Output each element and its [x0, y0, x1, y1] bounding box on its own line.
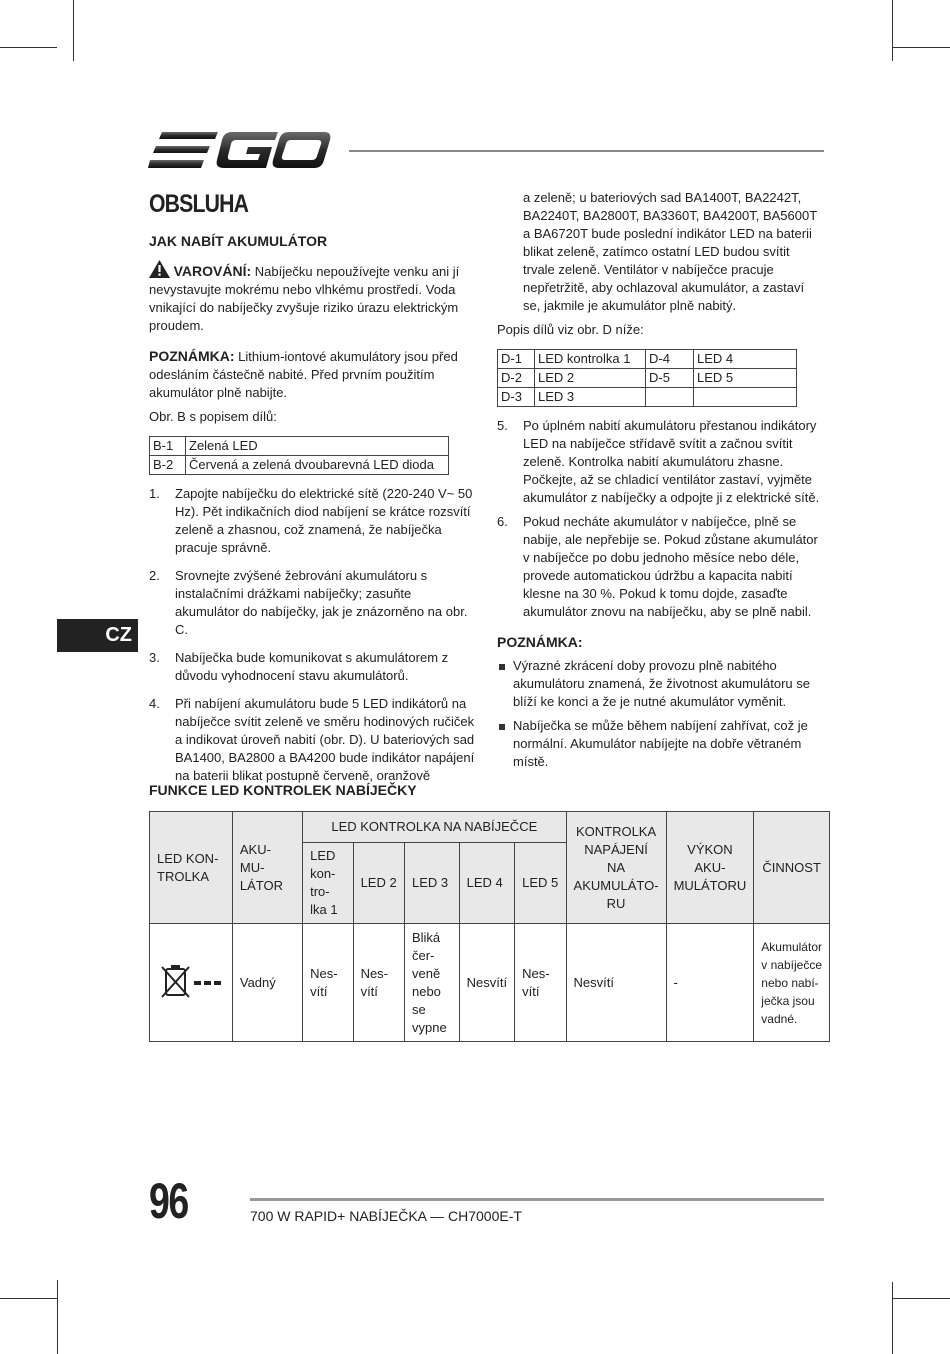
list-item: [149, 567, 477, 639]
crop-mark: [0, 1298, 57, 1299]
crop-mark: [73, 0, 74, 61]
step-number: 2.: [149, 568, 160, 583]
crop-mark: [892, 0, 893, 61]
crop-mark: [892, 1298, 950, 1299]
note-heading: POZNÁMKA:: [497, 634, 583, 650]
step-number: 4.: [149, 696, 160, 711]
language-tab: CZ: [57, 619, 138, 652]
part-name: LED kontrolka 1: [535, 350, 646, 369]
table-header-row: [150, 812, 830, 843]
col-header: LED 3: [404, 843, 459, 924]
footer-rule: [250, 1198, 824, 1201]
part-name: [694, 388, 797, 407]
continued-text: a zeleně; u bateriových sad BA1400T, BA2242T, BA2240T, BA2800T, BA3360T, BA4200T, BA5600T a BA6720T bude poslední indikátor LED na baterii blikat zeleně, zatímco ostatní LED budou svítit trvale zeleně. Ventilátor v nabíječce pracuje nepřetržitě, aby ochlazoval akumulátor, a zastaví se, jakmile je akumulátor plně nabitý.: [523, 190, 817, 313]
part-code: [646, 388, 694, 407]
table-row: [498, 369, 797, 388]
cell: Nesvítí: [459, 924, 514, 1042]
col-header: LED 4: [459, 843, 514, 924]
part-code: D-3: [498, 388, 535, 407]
parts-d-table: [497, 349, 797, 407]
step-text: Zapojte nabíječku do elektrické sítě (220-240 V~ 50 Hz). Pět indikačních diod nabíjení se krátce rozsvítí zeleně a zhasnou, což znamená, že nabíječka pracuje správně.: [175, 486, 473, 555]
steps-list-left: [149, 485, 477, 785]
list-item: Výrazné zkrácení doby provozu plně nabitého akumulátoru znamená, že životnost akumulátoru se blíží ke konci a že je nutné akumulátor vyměnit.: [497, 657, 825, 711]
part-name: LED 2: [535, 369, 646, 388]
page-number: 96: [149, 1173, 188, 1229]
note-text: Lithium-iontové akumulátory jsou před odesláním částečně nabité. Před prvním použitím akumulátor plně nabijte.: [149, 349, 458, 400]
cell: Akumulátor v nabíječce nebo nabí-ječka jsou vadné.: [754, 924, 830, 1042]
crop-mark: [892, 1282, 893, 1354]
step-number: 1.: [149, 486, 160, 501]
col-group-header: LED KONTROLKA NA NABÍJEČCE: [303, 812, 566, 843]
part-code: D-4: [646, 350, 694, 369]
part-code: D-2: [498, 369, 535, 388]
warning-text: Nabíječku nepoužívejte venku ani jí nevystavujte mokrému nebo vlhkému prostředí. Voda vnikající do nabíječky zvyšuje riziko úrazu elektrickým proudem.: [149, 264, 460, 333]
cell: Nes-vítí: [515, 924, 566, 1042]
footer-text: 700 W RAPID+ NABÍJEČKA — CH7000E-T: [250, 1208, 522, 1224]
part-code: B-2: [150, 456, 186, 475]
list-item: [149, 485, 477, 557]
step-number: 6.: [497, 514, 508, 529]
cell: Nes-vítí: [353, 924, 404, 1042]
left-column: [149, 232, 477, 785]
section-title: OBSLUHA: [149, 190, 249, 218]
crop-mark: [57, 1282, 58, 1354]
crop-mark: [0, 47, 57, 48]
right-column: [497, 189, 825, 777]
warning-paragraph: [149, 260, 477, 335]
cell: Nes-vítí: [303, 924, 353, 1042]
led-function-table: [149, 811, 830, 1042]
part-name: Červená a zelená dvoubarevná LED dioda: [186, 456, 449, 475]
warning-icon: [149, 264, 174, 279]
table-row: [150, 437, 449, 456]
header-rule: [349, 150, 824, 152]
table-row: [498, 388, 797, 407]
table-row: [498, 350, 797, 369]
step-number: 5.: [497, 418, 508, 433]
step-number: 3.: [149, 650, 160, 665]
parts-b-table: [149, 436, 449, 475]
battery-fault-icon: [150, 924, 233, 1042]
step-text: Pokud necháte akumulátor v nabíječce, plně se nabije, ale nepřebije se. Pokud zůstane akumulátor v nabíječce po dobu jednoho měsíce nebo déle, provede automatickou údržbu a kapacita nabití klesne na 30 %. Pokud k tomu dojde, zasaďte akumulátor znovu na nabíječku, aby se plně nabil.: [523, 514, 818, 619]
part-name: Zelená LED: [186, 437, 449, 456]
part-name: LED 3: [535, 388, 646, 407]
steps-list-right: [497, 417, 825, 621]
crop-mark: [57, 1280, 58, 1282]
step-text: Při nabíjení akumulátoru bude 5 LED indikátorů na nabíječce svítit zeleně ve směru hodinových ručiček a indikovat úroveň nabití (obr. D). U bateriových sad BA1400, BA2800 a BA4200 bude indikátor napájení na baterii blikat postupně červeně, oranžově: [175, 696, 475, 783]
cell: -: [666, 924, 754, 1042]
fig-b-caption: Obr. B s popisem dílů:: [149, 409, 277, 424]
col-header: LED KON-TROLKA: [150, 812, 233, 924]
part-code: D-5: [646, 369, 694, 388]
col-header: VÝKON AKU-MULÁTORU: [666, 812, 754, 924]
crop-mark: [892, 47, 950, 48]
part-code: B-1: [150, 437, 186, 456]
table-row: [150, 456, 449, 475]
note-paragraph: [149, 347, 477, 402]
part-name: LED 4: [694, 350, 797, 369]
step-text: Nabíječka bude komunikovat s akumulátorem z důvodu vyhodnocení stavu akumulátorů.: [175, 650, 449, 683]
cell: Nesvítí: [566, 924, 666, 1042]
part-code: D-1: [498, 350, 535, 369]
note-label: POZNÁMKA:: [149, 348, 235, 364]
col-header: LED 2: [353, 843, 404, 924]
part-name: LED 5: [694, 369, 797, 388]
cell: Vadný: [232, 924, 302, 1042]
col-header: LED kon-tro-lka 1: [303, 843, 353, 924]
step-text: Po úplném nabití akumulátoru přestanou indikátory LED na nabíječce střídavě svítit a začnou svítit zeleně. Kontrolka nabití akumulátoru zhasne. Počkejte, až se chladicí ventilátor zastaví, vyjměte akumulátor z nabíječky a odpojte ji z elektrické sítě.: [523, 418, 820, 505]
col-header: LED 5: [515, 843, 566, 924]
list-item: Nabíječka se může během nabíjení zahřívat, což je normální. Akumulátor nabíjejte na dobře větraném místě.: [497, 717, 825, 771]
fig-d-caption: Popis dílů viz obr. D níže:: [497, 322, 644, 337]
list-item: [497, 513, 825, 621]
note-bullets: [497, 657, 825, 771]
list-item: [149, 649, 477, 685]
warning-label: VAROVÁNÍ:: [173, 263, 252, 279]
col-header: KONTROLKA NAPÁJENÍ NA AKUMULÁTO-RU: [566, 812, 666, 924]
step-text: Srovnejte zvýšené žebrování akumulátoru s instalačními drážkami nabíječky; zasuňte akumulátor do nabíječky, jak je znázorněno na obr. C.: [175, 568, 468, 637]
list-item: [149, 695, 477, 785]
cell: Bliká čer-veně nebo se vypne: [404, 924, 459, 1042]
col-header: AKU-MU-LÁTOR: [232, 812, 302, 924]
charge-heading: JAK NABÍT AKUMULÁTOR: [149, 233, 328, 249]
led-section-title: FUNKCE LED KONTROLEK NABÍJEČKY: [149, 782, 417, 798]
list-item: [497, 417, 825, 507]
col-header: ČINNOST: [754, 812, 830, 924]
ego-logo: [148, 128, 333, 177]
table-row: [150, 924, 830, 1042]
